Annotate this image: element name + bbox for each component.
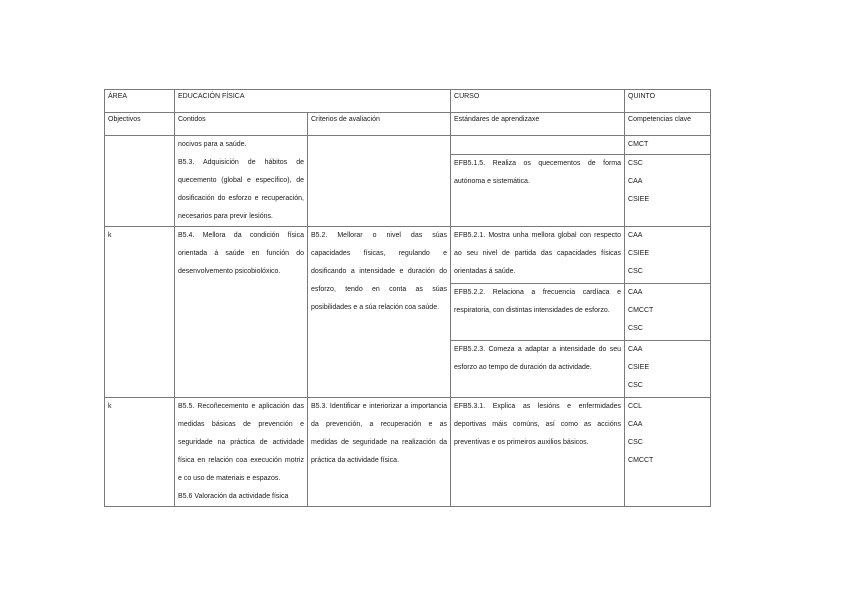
col-estandares: Estándares de aprendizaxe [451,113,625,136]
area-value: EDUCACIÓN FÍSICA [175,90,451,113]
objectivo-cell [105,136,175,227]
objectivo-cell: k [105,227,175,398]
col-objectivos: Objectivos [105,113,175,136]
table-row [105,227,711,284]
competencia: CSC [628,439,643,446]
contidos-text: B5.3. Adquisición de hábitos de quecemento (global e específico), de dosificación do esforzo e recuperación, necesarios para previr lesións. [178,159,304,220]
competencia: CSIEE [628,196,650,204]
contidos-cell [175,136,308,227]
competencias-cell [625,227,711,284]
contidos-cell: B5.4. Mellora da condición física orientada á saúde en función do desenvolvemento psicobiolóxico. [175,227,308,398]
competencia: CMCCT [628,457,654,464]
table-row [105,136,711,155]
estandar-cell: EFB5.2.3. Comeza a adaptar a intensidade do seu esforzo ao tempo de duración da actividade. [451,341,625,398]
competencia: CSC [628,160,643,168]
competencias-cell [625,284,711,341]
competencia: CAA [628,346,643,353]
objectivo-cell: k [105,398,175,507]
competencia: CSIEE [628,364,650,371]
competencias-cell [625,398,711,507]
contidos-text: B5.6 Valoración da actividade física [178,493,289,500]
criterio-cell [308,136,451,227]
col-contidos: Contidos [175,113,308,136]
contidos-text: nocivos para a saúde. [178,141,247,148]
contidos-cell [175,398,308,507]
estandar-cell: EFB5.2.1. Mostra unha mellora global con respecto ao seu nivel de partida das capacidades físicas orientadas á saúde. [451,227,625,284]
contidos-text: B5.5. Recoñecemento e aplicación das medidas básicas de prevención e seguridade na práctica de actividade física en relación coa execución motriz e co uso de materiais e espazos. [178,403,304,482]
competencia: CAA [628,232,643,239]
area-label: ÁREA [105,90,175,113]
criterio-cell: B5.2. Mellorar o nivel das súas capacidades físicas, regulando e dosificando a intensidade e duración do esforzo, tendo en conta as súas posibilidades e a súa relación coa saúde. [308,227,451,398]
competencia: CCL [628,403,643,410]
curso-value: QUINTO [625,90,711,113]
competencia: CSIEE [628,250,650,257]
col-competencias: Competencias clave [625,113,711,136]
estandar-cell: EFB5.2.2. Relaciona a frecuencia cardíaca e respiratoria, con distintas intensidades de esforzo. [451,284,625,341]
competencias-cell [625,155,711,227]
competencia: CMCCT [628,307,654,314]
header-row [105,90,711,113]
curso-label: CURSO [451,90,625,113]
curriculum-table [104,89,711,507]
competencia: CSC [628,268,643,275]
competencia: CSC [628,325,643,332]
estandar-cell: EFB5.3.1. Explica as lesións e enfermidades deportivas máis comúns, así como as accións preventivas e os primeiros auxilios básicos. [451,398,625,507]
competencia: CAA [628,289,643,296]
col-criterios: Criterios de avaliación [308,113,451,136]
table-row [105,398,711,507]
column-header-row [105,113,711,136]
competencia: CSC [628,382,643,389]
competencia: CAA [628,421,643,428]
criterio-cell: B5.3. Identificar e interiorizar a importancia da prevención, a recuperación e as medidas de seguridade na realización da práctica da actividade física. [308,398,451,507]
competencias-cell [625,136,711,155]
competencias-cell [625,341,711,398]
competencia: CAA [628,178,643,186]
estandar-cell: EFB5.1.5. Realiza os quecementos de forma autónoma e sistemática. [451,155,625,227]
estandar-cell [451,136,625,155]
competencia: CMCT [628,141,649,148]
